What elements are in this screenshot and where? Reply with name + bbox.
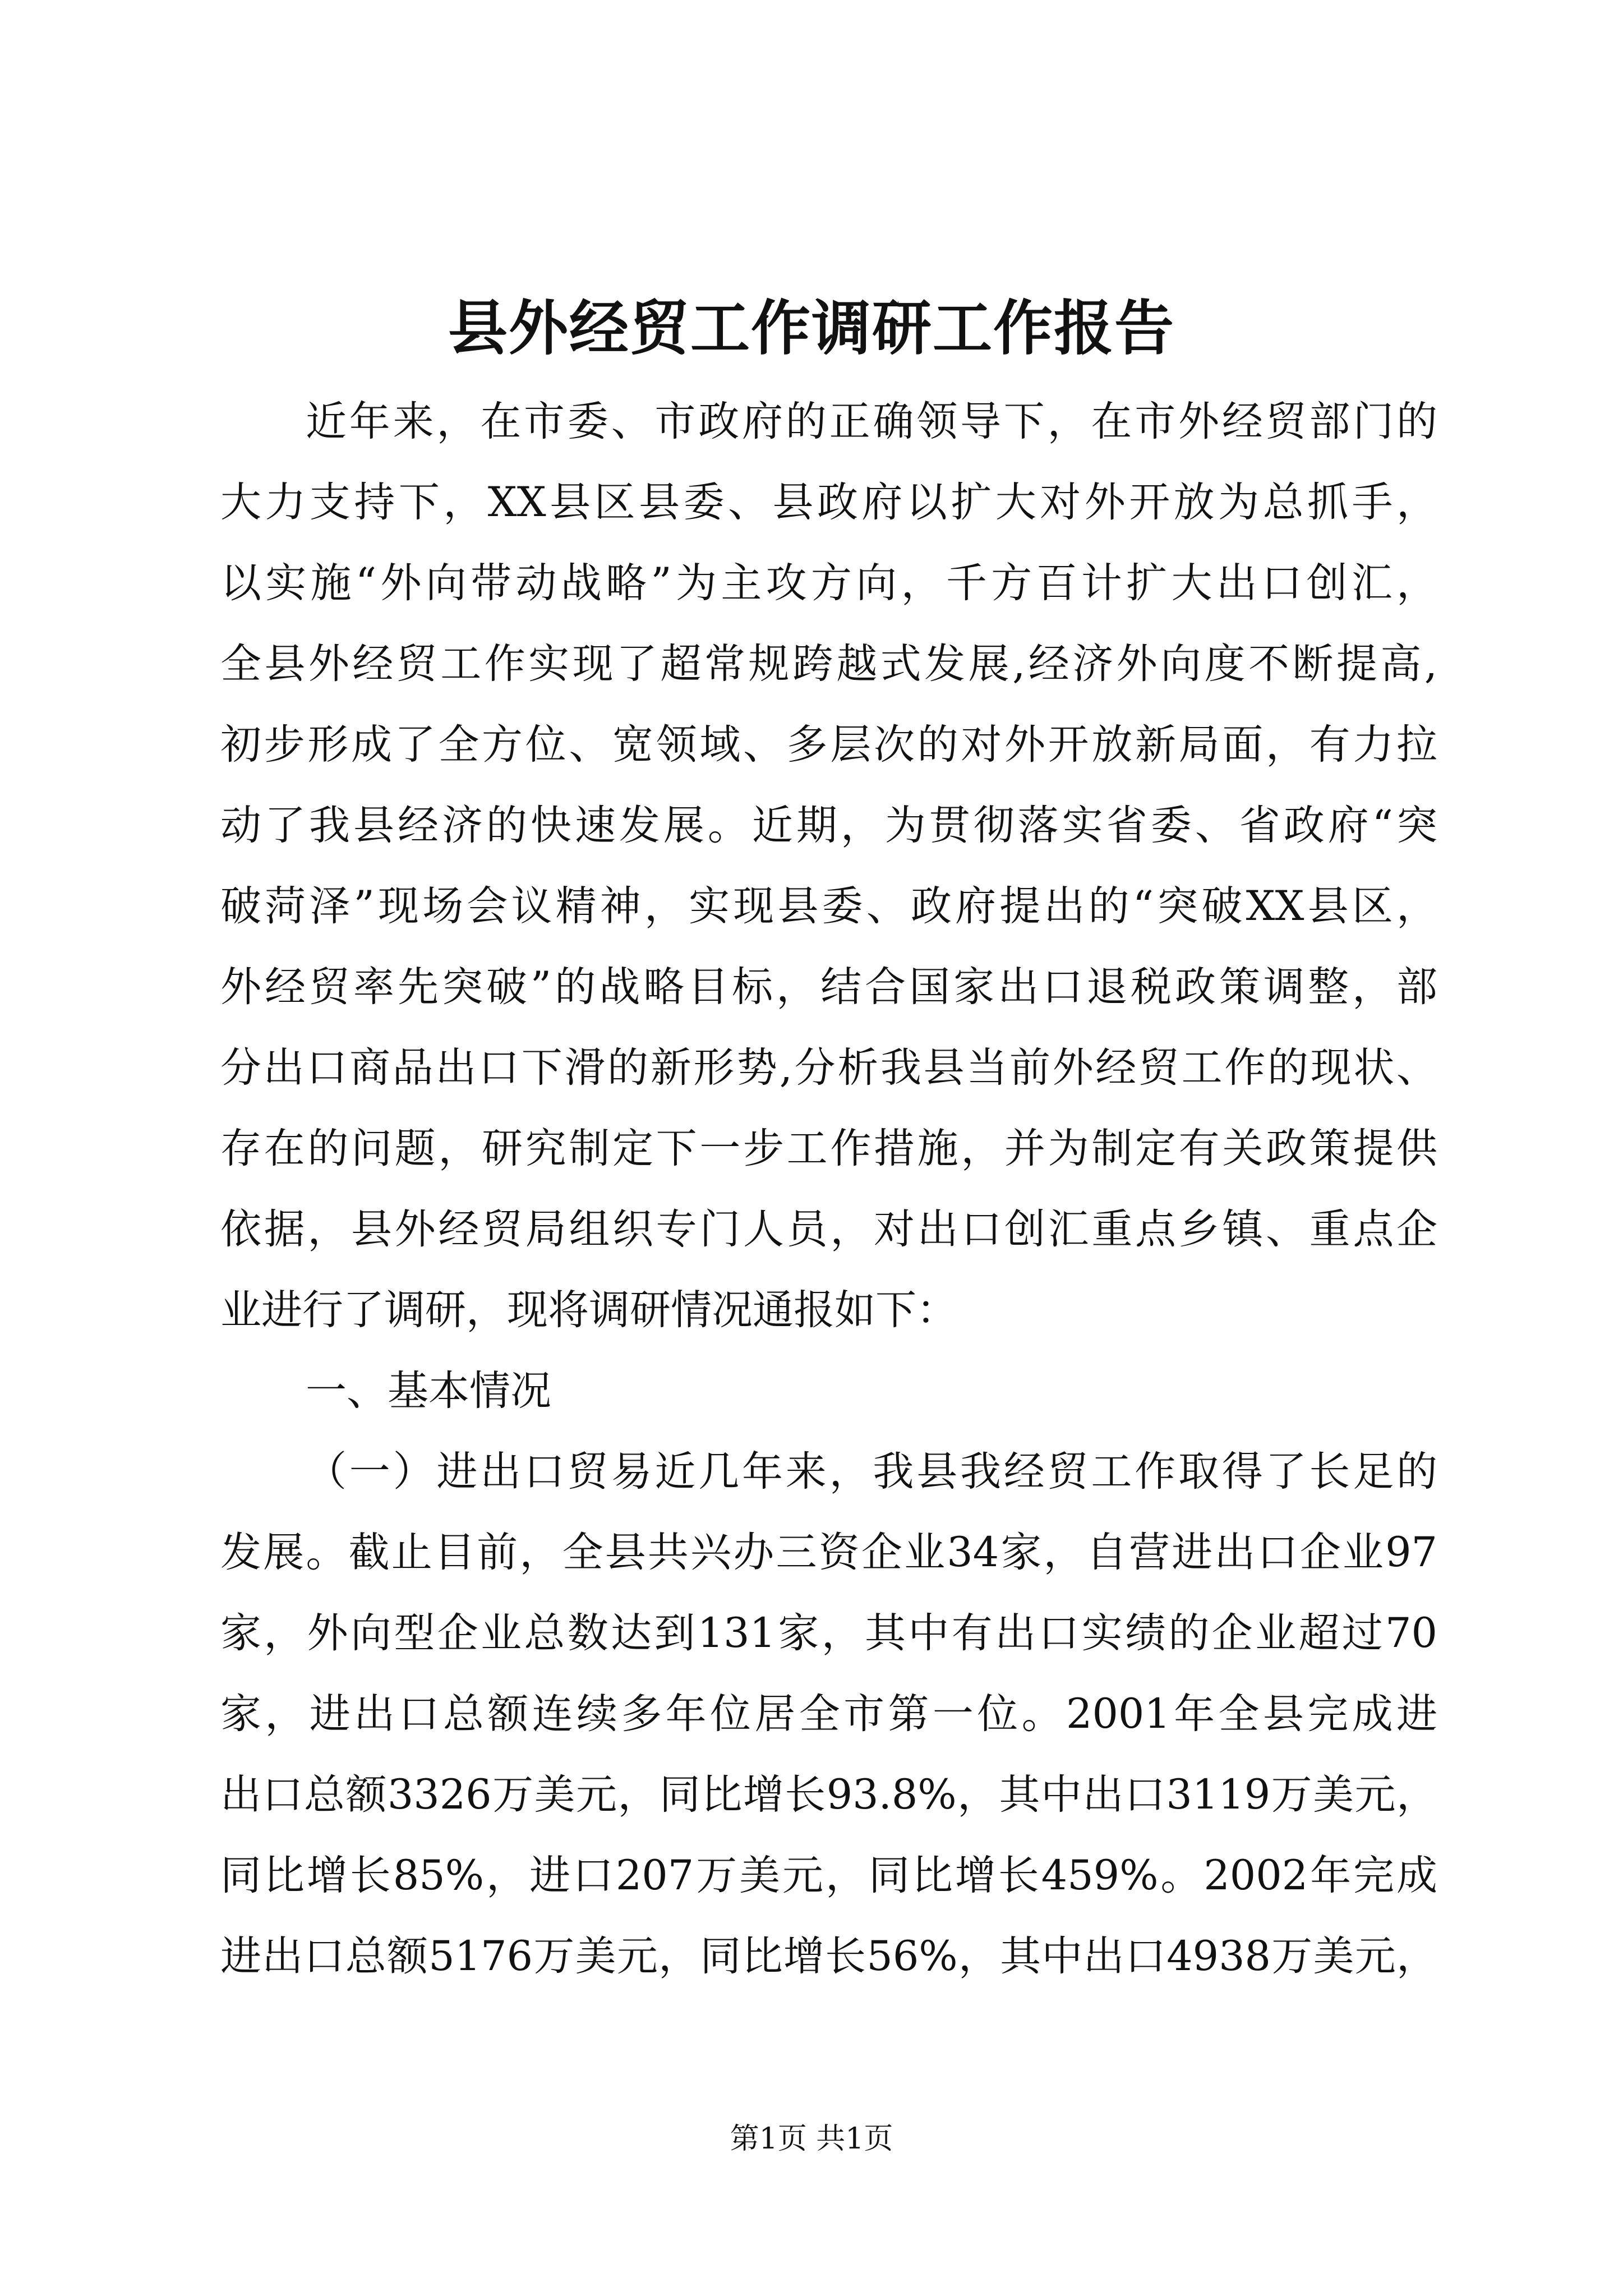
paragraph-line: 依据，县外经贸局组织专门人员，对出口创汇重点乡镇、重点企: [220, 1205, 1437, 1253]
paragraph-line: 大力支持下，XX县区县委、县政府以扩大对外开放为总抓手，: [220, 478, 1437, 526]
paragraph-line: 同比增长85%，进口207万美元，同比增长459%。2002年完成: [220, 1852, 1437, 1899]
section-heading: 一、基本情况: [306, 1367, 551, 1415]
paragraph-line: （一）进出口贸易近几年来，我县我经贸工作取得了长足的: [306, 1448, 1437, 1496]
document-body: [220, 381, 1437, 1997]
paragraph-line: 出口总额3326万美元，同比增长93.8%，其中出口3119万美元，: [220, 1771, 1437, 1819]
paragraph-line: 动了我县经济的快速发展。近期，为贯彻落实省委、省政府“突: [220, 802, 1437, 849]
paragraph-line: 业进行了调研，现将调研情况通报如下：: [220, 1286, 957, 1334]
paragraph-line: 初步形成了全方位、宽领域、多层次的对外开放新局面，有力拉: [220, 721, 1437, 769]
page-footer: 第1页 共1页: [730, 2122, 893, 2156]
paragraph-line: 进出口总额5176万美元，同比增长56%，其中出口4938万美元，: [220, 1932, 1437, 1980]
paragraph-line: 全县外经贸工作实现了超常规跨越式发展,经济外向度不断提高,: [220, 640, 1437, 688]
paragraph-line: 近年来，在市委、市政府的正确领导下，在市外经贸部门的: [306, 398, 1437, 445]
paragraph-line: 外经贸率先突破”的战略目标，结合国家出口退税政策调整，部: [220, 963, 1437, 1011]
paragraph-line: 分出口商品出口下滑的新形势,分析我县当前外经贸工作的现状、: [220, 1044, 1437, 1092]
paragraph-line: 家，外向型企业总数达到131家，其中有出口实绩的企业超过70: [220, 1609, 1437, 1657]
paragraph-line: 家，进出口总额连续多年位居全市第一位。2001年全县完成进: [220, 1690, 1437, 1738]
paragraph-line: 存在的问题，研究制定下一步工作措施，并为制定有关政策提供: [220, 1125, 1437, 1172]
paragraph-line: 发展。截止目前，全县共兴办三资企业34家，自营进出口企业97: [220, 1529, 1437, 1576]
document-title: 县外经贸工作调研工作报告: [448, 293, 1175, 363]
paragraph-line: 破菏泽”现场会议精神，实现县委、政府提出的“突破XX县区，: [220, 882, 1437, 930]
paragraph-line: 以实施“外向带动战略”为主攻方向，千方百计扩大出口创汇，: [220, 559, 1437, 607]
